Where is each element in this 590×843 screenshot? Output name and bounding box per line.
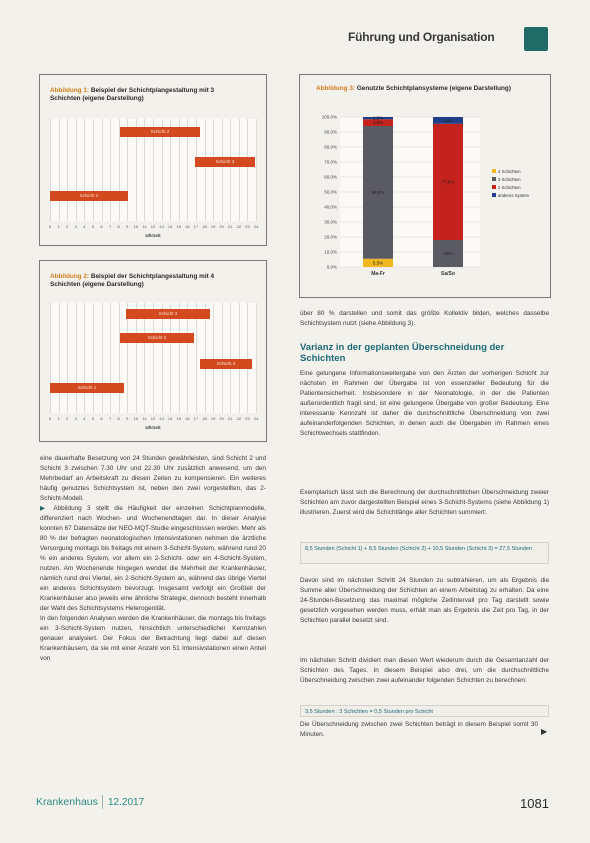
gantt-tick-label: 1 <box>57 224 60 229</box>
gantt-bar-schicht-1 <box>50 191 128 201</box>
gantt-tick-label: 22 <box>236 416 242 421</box>
y-tick-label: 100,0% <box>321 114 337 120</box>
gantt-bar-label: Schicht 1 <box>77 385 97 390</box>
gantt-tick-label: 6 <box>100 416 103 421</box>
gantt-gridline <box>76 119 77 221</box>
gantt-tick-label: 5 <box>91 416 95 421</box>
left-paragraph-3: In den folgenden Analysen werden die Krankenhäuser, die montags bis freitags ein 3-Schicht-System nutzen, hinsichtlich unterschiedlicher Kennzahlen genauer analysiert. Der Fokus der Betrachtung liegt dabei auf diesen Krankenhäusern, da sie mit einer Anzahl von 51 Intensivstationen einen Anteil von <box>40 615 266 662</box>
gantt-gridline <box>153 303 154 413</box>
gantt-tick-label: 18 <box>202 224 207 229</box>
gantt-tick-label: 23 <box>245 224 250 229</box>
gantt-gridline <box>59 119 60 221</box>
gantt-tick-label: 14 <box>167 224 173 229</box>
gantt-gridline <box>162 303 163 413</box>
gantt-tick-label: 22 <box>236 224 242 229</box>
gantt-gridline <box>179 303 180 413</box>
gantt-tick-label: 7 <box>108 224 112 229</box>
gantt-tick-label: 24 <box>253 416 259 421</box>
continue-arrow-icon: ▶ <box>541 727 548 736</box>
gantt-gridline <box>110 303 111 413</box>
gantt-bar-schicht-3 <box>126 309 210 319</box>
gantt-tick-label: 3 <box>74 224 77 229</box>
gantt-gridline <box>59 303 60 413</box>
gantt-tick-label: 8 <box>117 224 120 229</box>
gantt-gridline <box>102 119 103 221</box>
legend-label: anderes System <box>498 193 530 198</box>
gantt-gridline <box>67 303 68 413</box>
left-paragraph-1: eine dauerhafte Besetzung von 24 Stunden gewährleisten, sind Schicht 2 und Schicht 3 zwischen 7.30 Uhr und 22.30 Uhr zusätzlich anwesend, um den Mehrbedarf an Arbeitskraft zu diesen Zeiten zu kompensieren. Ein weiteres häufig genutztes Schichtsystem ist, neben den zwei vorgestellten, das 2-Schicht-Modell. <box>40 455 266 502</box>
y-tick-label: 40,0% <box>324 204 337 210</box>
right-paragraph-1: Eine gelungene Informationsweitergabe von den Ärzten der vorherigen Schicht zur nächsten im Rahmen der Übergabe ist von essenzieller Bedeutung für die Patientensicherheit. Insbesondere in der Neonatologie, in der die Patienten außerordentlich fragil sind, ist eine gelungene Übergabe von großer Bedeutung. Eine interessante Kennzahl ist daher die durchschnittliche Überschneidung von zwei aufeinanderfolgenden Schichten, in denen auch die Übergaben im Rahmen eines Schichtwechsels stattfinden. <box>300 370 549 437</box>
gantt-gridline <box>196 303 197 413</box>
y-tick-label: 10,0% <box>324 249 337 255</box>
issue-date: 12.2017 <box>108 797 145 808</box>
footer-divider <box>102 795 103 809</box>
legend-label: 2 Schichten <box>498 185 521 190</box>
gantt-tick-label: 8 <box>117 416 120 421</box>
gantt-tick-label: 23 <box>245 416 250 421</box>
gantt-gridline <box>256 119 257 221</box>
gantt-gridline <box>213 303 214 413</box>
gantt-tick-label: 1 <box>57 416 60 421</box>
gantt-bar-label: Schicht 2 <box>147 335 167 340</box>
section-heading: Varianz in der geplanten Überschneidung der Schichten <box>300 342 505 364</box>
figure-2-xlabel: Uhrzeit <box>145 425 161 430</box>
gantt-gridline <box>205 119 206 221</box>
section-title: Führung und Organisation <box>348 30 495 44</box>
y-tick-label: 20,0% <box>324 234 337 240</box>
gantt-tick-label: 18 <box>202 416 207 421</box>
figure-2-caption-text: Beispiel der Schichtplangestaltung mit 4 Schichten (eigene Darstellung) <box>50 273 215 288</box>
right-paragraph-5: Die Überschneidung zwischen zwei Schichten beträgt in diesem Beispiel somit 30 Minuten. <box>300 721 538 738</box>
gantt-tick-label: 9 <box>126 224 129 229</box>
figure-2 <box>39 260 267 442</box>
gantt-tick-label: 14 <box>167 416 173 421</box>
gantt-tick-label: 21 <box>228 416 233 421</box>
gantt-bar-label: Schicht 1 <box>79 193 99 198</box>
left-column-text <box>40 454 266 664</box>
gantt-tick-label: 4 <box>83 416 86 421</box>
figure-3-number: Abbildung 3: <box>316 85 356 92</box>
y-tick-label: 50,0% <box>324 189 337 195</box>
gantt-bar-label: Schicht 3 <box>215 159 235 164</box>
left-paragraph-2: Abbildung 3 stellt die Häufigkeit der einzelnen Schichtplanmodelle, differenziert nach Wochen- und Wochenendtagen dar. In dieser Analyse konnten 67 Datensätze der NEO-MQT-Studie eingeschlossen werden. Mehr als 80 % der befragten neonatologischen Intensivstationen nehmen die ärztliche Versorgung montags bis freitags mit einem 3-Schicht-System, während rund 20 % ein anderes System, vor allem ein 2-Schicht- oder ein 4-Schicht-System, nutzen. Am Wochenende hingegen wendet die Mehrheit der Krankenhäuser, nämlich rund drei Viertel, ein 2-Schicht-System an, während das übrige Viertel ein anderes Schichtsystem bevorzugt. Insgesamt verfolgt ein Großteil der Krankenhäuser also jeweils eine ähnliche Strategie, dennoch besteht innerhalb der Wahl des Schichtsystems Heterogenität. <box>40 505 266 612</box>
figure-1-caption-text: Beispiel der Schichtplangestaltung mit 3 Schichten (eigene Darstellung) <box>50 87 215 102</box>
gantt-gridline <box>93 303 94 413</box>
formula-box-1: 8,5 Stunden (Schicht 1) + 8,5 Stunden (Schicht 2) + 10,5 Stunden (Schicht 3) = 27,5 Stunden <box>300 542 549 564</box>
gantt-tick-label: 11 <box>142 416 147 421</box>
formula-box-2: 3,5 Stunden : 3 Schichten = 0,5 Stunden pro Schicht <box>300 705 549 717</box>
gantt-gridline <box>84 303 85 413</box>
gantt-bar-label: Schicht 4 <box>216 361 236 366</box>
gantt-gridline <box>50 119 51 221</box>
gantt-tick-label: 17 <box>193 416 199 421</box>
gantt-tick-label: 5 <box>91 224 95 229</box>
gantt-gridline <box>239 119 240 221</box>
figure-1-caption <box>50 87 240 103</box>
data-label: 5,5% <box>372 260 384 266</box>
gantt-tick-label: 12 <box>150 416 156 421</box>
gantt-tick-label: 10 <box>133 416 139 421</box>
gantt-bar-label: Schicht 2 <box>150 129 170 134</box>
gantt-gridline <box>102 303 103 413</box>
gantt-tick-label: 7 <box>108 416 112 421</box>
gantt-gridline <box>50 303 51 413</box>
legend-swatch <box>492 193 496 197</box>
gantt-gridline <box>93 119 94 221</box>
gantt-gridline <box>239 303 240 413</box>
gantt-gridline <box>247 119 248 221</box>
gantt-gridline <box>205 303 206 413</box>
figure-3-caption-text: Genutzte Schichtplansysteme (eigene Darstellung) <box>356 85 511 92</box>
right-paragraph-3: Davon sind im nächsten Schritt 24 Stunden zu subtrahieren, um als Ergebnis die Summe aller Überschneidung der Schichten an einem Arbeitstag zu erhalten. Da eine 24-Stunden-Besetzung das maximal mögliche Zeitintervall pro Tag darstellt sowie gesetzlich vorgesehen werden muss, erhält man als Ergebnis die Zeit pro Tag, in der Schichten parallel besetzt sind. <box>300 577 549 624</box>
gantt-tick-label: 24 <box>253 224 259 229</box>
gantt-gridline <box>230 303 231 413</box>
gantt-tick-label: 2 <box>66 224 69 229</box>
gantt-bar-schicht-3 <box>195 157 255 167</box>
gantt-gridline <box>84 119 85 221</box>
arrow-icon: ▶ <box>40 505 54 512</box>
figure-2-gantt <box>48 303 259 430</box>
gantt-bar-schicht-4 <box>200 359 252 369</box>
gantt-bar-schicht-2 <box>120 333 194 343</box>
y-tick-label: 90,0% <box>324 129 337 135</box>
right-paragraph-2: Exemplarisch lässt sich die Berechnung der durchschnittlichen Überschneidung zweier Schichten am zuvor dargestellten Beispiel eines 3-Schicht-Systems (siehe Abbildung 1) illustrieren. Zuerst wird die Schichtlänge aller Schichten summiert: <box>300 489 549 516</box>
gantt-gridline <box>119 303 120 413</box>
section-color-box <box>524 27 548 51</box>
gantt-tick-label: 3 <box>74 416 77 421</box>
figure-1-gantt <box>48 119 259 238</box>
figure-3-chart <box>304 111 544 291</box>
legend-swatch <box>492 177 496 181</box>
gantt-tick-label: 4 <box>83 224 86 229</box>
gantt-tick-label: 11 <box>142 224 147 229</box>
figure-1 <box>39 74 267 246</box>
gantt-tick-label: 9 <box>126 416 129 421</box>
magazine-name: Krankenhaus <box>36 796 98 808</box>
gantt-gridline <box>222 303 223 413</box>
figure-1-xlabel: Uhrzeit <box>145 233 161 238</box>
gantt-tick-label: 19 <box>210 416 216 421</box>
gantt-tick-label: 16 <box>185 416 190 421</box>
gantt-gridline <box>67 119 68 221</box>
data-label: 18% <box>443 251 453 256</box>
gantt-tick-label: 6 <box>100 224 103 229</box>
figure-2-caption <box>50 273 240 289</box>
gantt-gridline <box>127 303 128 413</box>
gantt-gridline <box>187 303 188 413</box>
figure-3 <box>299 74 551 298</box>
y-tick-label: 80,0% <box>324 144 337 150</box>
gantt-tick-label: 13 <box>159 224 164 229</box>
gantt-gridline <box>136 303 137 413</box>
gantt-tick-label: 20 <box>219 416 224 421</box>
gantt-bar-schicht-2 <box>120 127 200 137</box>
legend-swatch <box>492 169 496 173</box>
magazine-logo <box>36 796 98 808</box>
right-intro-text: über 80 % darstellen und somit das größte Kollektiv bilden, welches dasselbe Schichtsystem nutzt (siehe Abbildung 3). <box>300 310 549 327</box>
figure-3-caption <box>316 85 526 93</box>
gantt-gridline <box>230 119 231 221</box>
data-label: 1,5% <box>372 115 384 121</box>
gantt-tick-label: 15 <box>176 416 181 421</box>
gantt-gridline <box>76 303 77 413</box>
gantt-bar-schicht-1 <box>50 383 124 393</box>
gantt-tick-label: 15 <box>176 224 181 229</box>
gantt-tick-label: 2 <box>66 416 69 421</box>
gantt-tick-label: 0 <box>48 416 52 421</box>
gantt-gridline <box>213 119 214 221</box>
data-label: 88,5% <box>371 189 385 195</box>
gantt-tick-label: 19 <box>210 224 216 229</box>
gantt-gridline <box>247 303 248 413</box>
y-tick-label: 30,0% <box>324 219 337 225</box>
y-tick-label: 70,0% <box>324 159 337 165</box>
gantt-gridline <box>222 119 223 221</box>
gantt-bar-label: Schicht 3 <box>158 311 178 316</box>
gantt-tick-label: 21 <box>228 224 233 229</box>
gantt-gridline <box>170 303 171 413</box>
figure-1-number: Abbildung 1: <box>50 87 90 94</box>
data-label: 4,5% <box>442 117 454 123</box>
gantt-tick-label: 17 <box>193 224 199 229</box>
gantt-tick-label: 16 <box>185 224 190 229</box>
page-number: 1081 <box>520 796 549 811</box>
gantt-tick-label: 10 <box>133 224 139 229</box>
data-label: 4,5% <box>372 120 384 126</box>
gantt-tick-label: 20 <box>219 224 224 229</box>
gantt-gridline <box>110 119 111 221</box>
legend-label: 3 Schichten <box>498 177 521 182</box>
legend-label: 4 Schichten <box>498 169 521 174</box>
legend-swatch <box>492 185 496 189</box>
right-paragraph-4: Im nächsten Schritt dividiert man diesen Wert wiederum durch die Gesamtanzahl der Schichten des Tages. In diesem Beispiel also drei, um die durchschnittliche Überschneidung zwischen zwei aufeinander folgenden Schichten zu berechnen: <box>300 657 549 684</box>
category-label: Ma-Fr <box>371 271 385 277</box>
gantt-tick-label: 12 <box>150 224 156 229</box>
category-label: Sa/So <box>441 271 455 277</box>
gantt-gridline <box>144 303 145 413</box>
data-label: 77,5% <box>441 179 455 185</box>
y-tick-label: 0,0% <box>326 264 337 270</box>
gantt-tick-label: 13 <box>159 416 164 421</box>
y-tick-label: 60,0% <box>324 174 337 180</box>
gantt-gridline <box>256 303 257 413</box>
figure-2-number: Abbildung 2: <box>50 273 90 280</box>
gantt-tick-label: 0 <box>48 224 52 229</box>
